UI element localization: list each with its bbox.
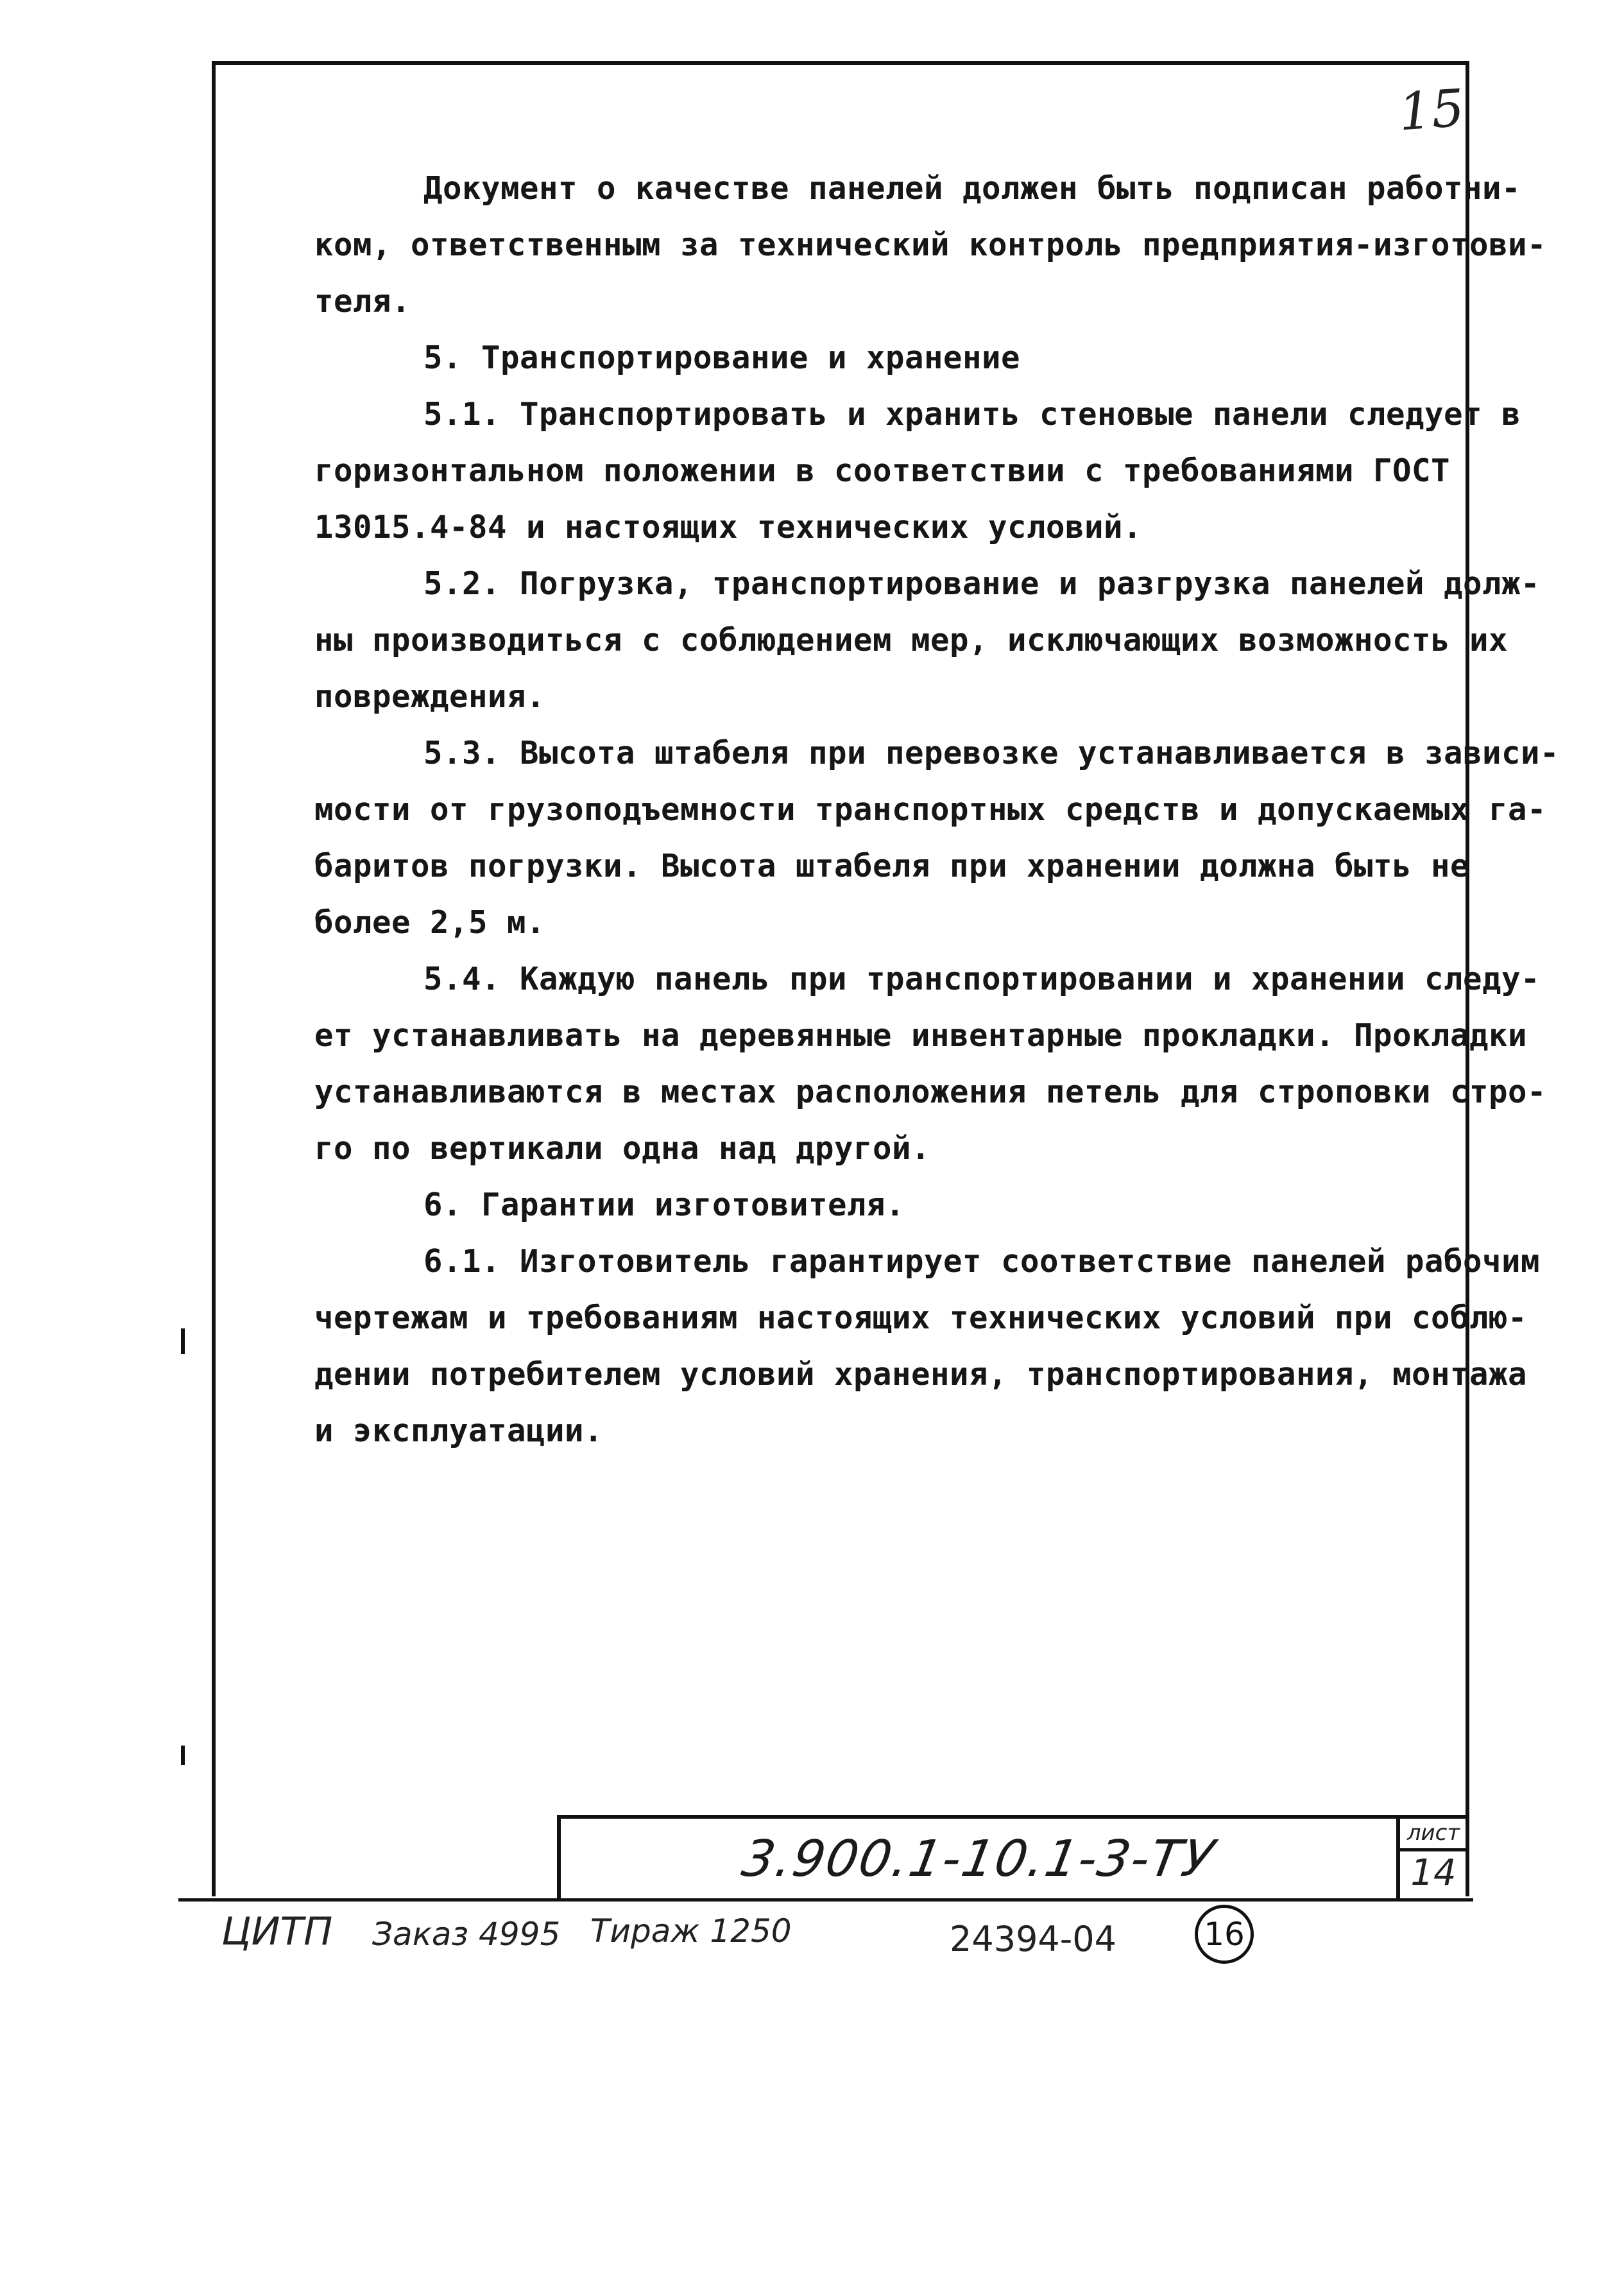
text-line: 5.3. Высота штабеля при перевозке устанавливается в зависи- bbox=[423, 735, 1560, 771]
title-block bbox=[557, 1815, 1467, 1898]
sheet-cell bbox=[1396, 1819, 1467, 1898]
text-line: горизонтальном положении в соответствии с требованиями ГОСТ bbox=[314, 452, 1451, 489]
text-line: баритов погрузки. Высота штабеля при хранении должна быть не bbox=[314, 848, 1470, 884]
document-code: 3.900.1-10.1-3-ТУ bbox=[737, 1830, 1220, 1888]
text-line: более 2,5 м. bbox=[314, 904, 546, 941]
section-heading: 5. Транспортирование и хранение bbox=[423, 339, 1021, 376]
text-line: повреждения. bbox=[314, 678, 546, 715]
text-line: теля. bbox=[314, 283, 411, 320]
text-line: го по вертикали одна над другой. bbox=[314, 1130, 931, 1167]
text-line: 5.2. Погрузка, транспортирование и разгрузка панелей долж- bbox=[423, 565, 1541, 602]
text-line: чертежам и требованиям настоящих технических условий при соблю- bbox=[314, 1300, 1528, 1336]
margin-mark bbox=[181, 1328, 185, 1354]
footer-circulation: Тираж 1250 bbox=[590, 1912, 792, 1950]
text-line: мости от грузоподъемности транспортных средств и допускаемых га- bbox=[314, 791, 1547, 828]
text-line: 5.1. Транспортировать и хранить стеновые панели следует в bbox=[423, 396, 1521, 433]
bottom-border bbox=[178, 1898, 1473, 1902]
sheet-label: лист bbox=[1400, 1820, 1467, 1851]
text-line: устанавливаются в местах расположения петель для строповки стро- bbox=[314, 1074, 1547, 1110]
margin-mark bbox=[181, 1746, 185, 1765]
sheet-value: 14 bbox=[1410, 1852, 1457, 1894]
text-line: 6.1. Изготовитель гарантирует соответствие панелей рабочим bbox=[423, 1243, 1541, 1280]
text-line: 5.4. Каждую панель при транспортировании и хранении следу- bbox=[423, 961, 1541, 997]
text-line: ет устанавливать на деревянные инвентарные прокладки. Прокладки bbox=[314, 1017, 1528, 1054]
footer-order: Заказ 4995 bbox=[372, 1916, 561, 1953]
document-body bbox=[314, 160, 1560, 1459]
text-line: и эксплуатации. bbox=[314, 1412, 604, 1449]
circled-page-number: 16 bbox=[1195, 1905, 1254, 1964]
text-line: дении потребителем условий хранения, транспортирования, монтажа bbox=[314, 1356, 1528, 1393]
footer-number: 24394-04 bbox=[950, 1919, 1116, 1959]
footer-org: ЦИТП bbox=[221, 1909, 333, 1954]
text-line: 13015.4-84 и настоящих технических условий. bbox=[314, 509, 1143, 545]
text-line: ны производиться с соблюдением мер, исключающих возможность их bbox=[314, 622, 1509, 658]
text-line: ком, ответственным за технический контроль предприятия-изготови- bbox=[314, 227, 1547, 263]
handwritten-sheet-number: 15 bbox=[1396, 78, 1466, 142]
text-line: Документ о качестве панелей должен быть подписан работни- bbox=[423, 170, 1521, 207]
section-heading: 6. Гарантии изготовителя. bbox=[423, 1187, 905, 1223]
